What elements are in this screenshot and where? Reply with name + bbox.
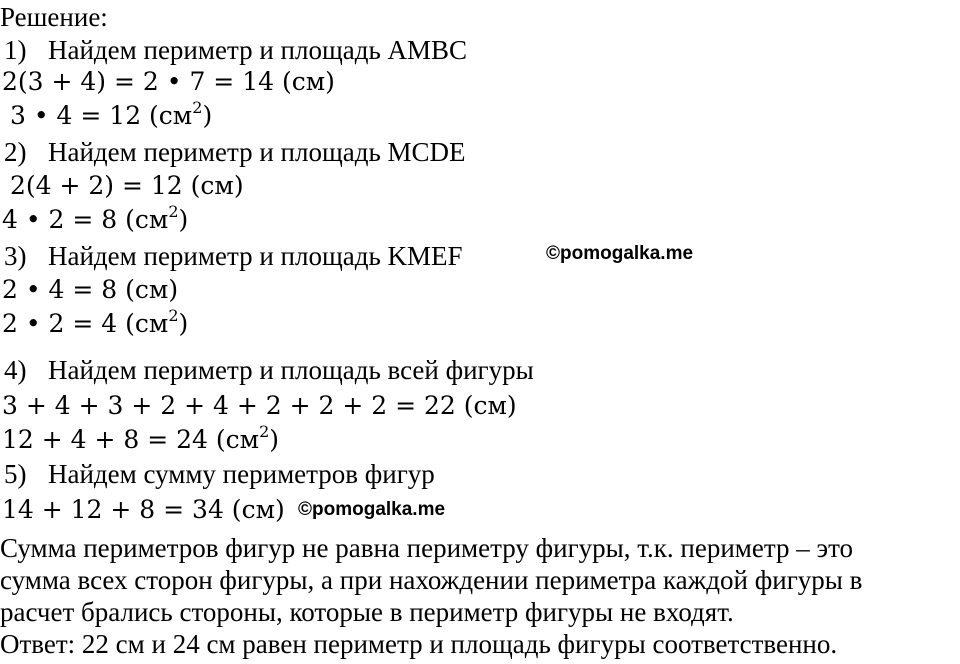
exponent: 2 <box>168 306 179 325</box>
formula-text: 2 • 2 = 4 (см <box>2 309 169 338</box>
answer-text: Ответ: 22 см и 24 см равен периметр и площадь фигуры соответственно. <box>0 629 838 659</box>
explanation-line: Сумма периметров фигур не равна периметру фигуры, т.к. периметр – это <box>0 533 854 563</box>
formula-text: 12 + 4 + 8 = 24 (см <box>2 425 260 454</box>
watermark-bottom: ©pomogalka.me <box>298 499 446 520</box>
step-number: 1) <box>4 35 27 65</box>
step-1-title <box>0 34 467 66</box>
step-title-text: Найдем периметр и площадь AMBC <box>48 35 468 65</box>
step-number: 2) <box>4 137 27 167</box>
step-number: 3) <box>4 241 27 271</box>
formula-text: 4 • 2 = 8 (см <box>2 205 169 234</box>
step-5-sum-formula: 14 + 12 + 8 = 34 (см) <box>2 495 285 524</box>
exponent: 2 <box>192 98 203 117</box>
formula-text: 3 • 4 = 12 (см <box>10 101 193 130</box>
formula-suffix: ) <box>269 425 280 454</box>
step-5-title <box>0 458 435 490</box>
step-number: 5) <box>4 459 27 489</box>
explanation-line: сумма всех сторон фигуры, а при нахождении периметра каждой фигуры в <box>0 565 863 595</box>
step-2-perimeter-formula: 2(4 + 2) = 12 (см) <box>10 171 244 200</box>
step-4-area-formula <box>2 424 279 456</box>
step-title-text: Найдем периметр и площадь MCDE <box>48 137 466 167</box>
step-title-text: Найдем сумму периметров фигур <box>48 459 435 489</box>
exponent: 2 <box>168 202 179 221</box>
step-1-area-formula <box>10 100 212 132</box>
formula-suffix: ) <box>178 205 189 234</box>
step-number: 4) <box>4 355 27 385</box>
step-3-area-formula <box>2 308 188 340</box>
step-4-perimeter-formula: 3 + 4 + 3 + 2 + 4 + 2 + 2 + 2 = 22 (см) <box>2 391 517 420</box>
formula-suffix: ) <box>202 101 213 130</box>
step-3-perimeter-formula: 2 • 4 = 8 (см) <box>2 275 179 304</box>
watermark-top: ©pomogalka.me <box>546 243 694 264</box>
step-1-perimeter-formula: 2(3 + 4) = 2 • 7 = 14 (см) <box>2 67 335 96</box>
formula-suffix: ) <box>178 309 189 338</box>
step-2-title <box>0 136 466 168</box>
step-3-title <box>0 240 463 272</box>
step-title-text: Найдем периметр и площадь всей фигуры <box>48 355 534 385</box>
explanation-paragraph <box>0 532 960 660</box>
step-2-area-formula <box>2 204 188 236</box>
step-4-title <box>0 354 534 386</box>
explanation-line: расчет брались стороны, которые в периметр фигуры не входят. <box>0 597 734 627</box>
step-title-text: Найдем периметр и площадь KMEF <box>48 241 463 271</box>
exponent: 2 <box>259 422 270 441</box>
solution-heading: Решение: <box>0 2 108 32</box>
